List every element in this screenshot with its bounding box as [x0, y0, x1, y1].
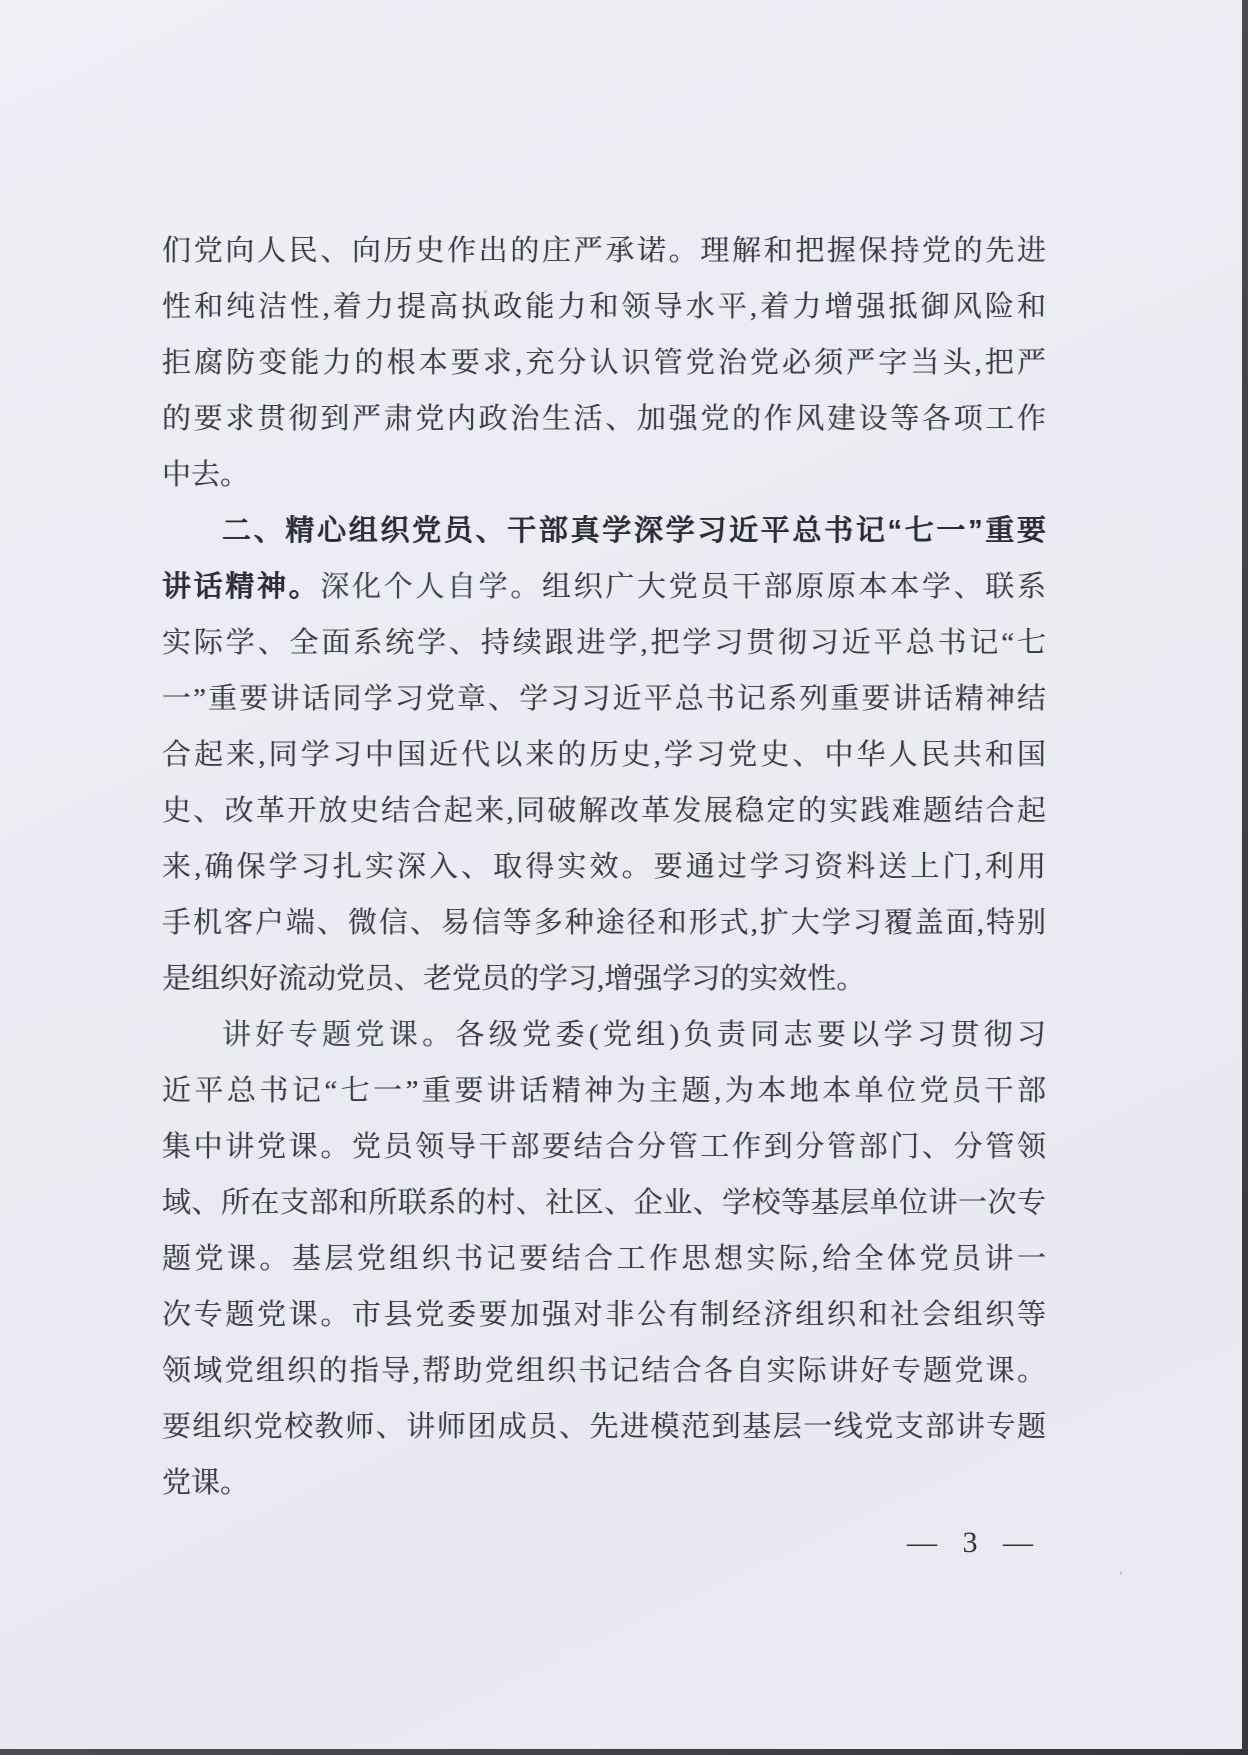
text-line: [162, 1231, 1046, 1287]
text-line: [162, 559, 1046, 615]
scan-edge-right: [1242, 0, 1248, 1755]
text-segment-kai: 讲好专题党课。: [222, 1019, 456, 1051]
text-line: [162, 1175, 1046, 1231]
text-line: [162, 671, 1046, 727]
text-line: [162, 1399, 1046, 1455]
text-line: [162, 391, 1046, 447]
text-line: [162, 447, 1046, 503]
text-line: [162, 1007, 1046, 1063]
text-line: [162, 223, 1046, 279]
text-segment-normal: 手机客户端、微信、易信等多种途径和形式,扩大学习覆盖面,特别: [162, 907, 1046, 939]
text-line: [162, 895, 1046, 951]
text-segment-normal: 组织广大党员干部原原本本学、联系: [541, 571, 1046, 603]
text-segment-normal: 是组织好流动党员、老党员的学习,增强学习的实效性。: [162, 963, 866, 995]
text-segment-normal: 性和纯洁性,着力提高执政能力和领导水平,着力增强抵御风险和: [162, 291, 1046, 323]
scan-speck: [484, 290, 487, 293]
scan-speck: [1120, 1571, 1122, 1575]
text-line: [162, 783, 1046, 839]
text-segment-normal: 近平总书记“七一”重要讲话精神为主题,为本地本单位党员干部: [162, 1075, 1046, 1107]
text-line: [162, 1343, 1046, 1399]
text-segment-bold: 二、精心组织党员、干部真学深学习近平总书记“七一”重要: [222, 515, 1046, 547]
page-number: — 3 —: [907, 1526, 1042, 1559]
text-segment-normal: 中去。: [162, 459, 250, 491]
text-line: [162, 503, 1046, 559]
text-segment-normal: 各级党委(党组)负责同志要以学习贯彻习: [455, 1019, 1046, 1051]
scan-speck: [466, 1358, 468, 1367]
text-segment-normal: 一”重要讲话同学习党章、学习习近平总书记系列重要讲话精神结: [162, 683, 1046, 715]
text-segment-normal: 要组织党校教师、讲师团成员、先进模范到基层一线党支部讲专题: [162, 1411, 1046, 1443]
text-line: [162, 1119, 1046, 1175]
text-segment-normal: 集中讲党课。党员领导干部要结合分管工作到分管部门、分管领: [162, 1131, 1046, 1163]
text-line: [162, 615, 1046, 671]
text-segment-normal: 域、所在支部和所联系的村、社区、企业、学校等基层单位讲一次专: [162, 1187, 1046, 1219]
text-segment-normal: 们党向人民、向历史作出的庄严承诺。理解和把握保持党的先进: [162, 235, 1046, 267]
text-line: [162, 335, 1046, 391]
text-line: [162, 1455, 1046, 1511]
text-segment-normal: 合起来,同学习中国近代以来的历史,学习党史、中华人民共和国: [162, 739, 1046, 771]
text-line: [162, 279, 1046, 335]
text-segment-kai: 深化个人自学。: [320, 571, 542, 603]
text-segment-normal: 拒腐防变能力的根本要求,充分认识管党治党必须严字当头,把严: [162, 347, 1046, 379]
scan-edge-bottom: [0, 1749, 1248, 1755]
text-line: [162, 1063, 1046, 1119]
text-segment-normal: 的要求贯彻到严肃党内政治生活、加强党的作风建设等各项工作: [162, 403, 1046, 435]
text-line: [162, 951, 1046, 1007]
text-line: [162, 839, 1046, 895]
text-segment-normal: 史、改革开放史结合起来,同破解改革发展稳定的实践难题结合起: [162, 795, 1046, 827]
text-segment-normal: 实际学、全面系统学、持续跟进学,把学习贯彻习近平总书记“七: [162, 627, 1046, 659]
text-segment-bold: 讲话精神。: [162, 571, 321, 603]
text-line: [162, 727, 1046, 783]
text-segment-normal: 党课。: [162, 1467, 250, 1499]
document-text-block: [162, 223, 1046, 1511]
text-segment-normal: 次专题党课。市县党委要加强对非公有制经济组织和社会组织等: [162, 1299, 1046, 1331]
text-segment-normal: 领域党组织的指导,帮助党组织书记结合各自实际讲好专题党课。: [162, 1355, 1046, 1387]
text-line: [162, 1287, 1046, 1343]
text-segment-normal: 来,确保学习扎实深入、取得实效。要通过学习资料送上门,利用: [162, 851, 1046, 883]
text-segment-normal: 题党课。基层党组织书记要结合工作思想实际,给全体党员讲一: [162, 1243, 1046, 1275]
